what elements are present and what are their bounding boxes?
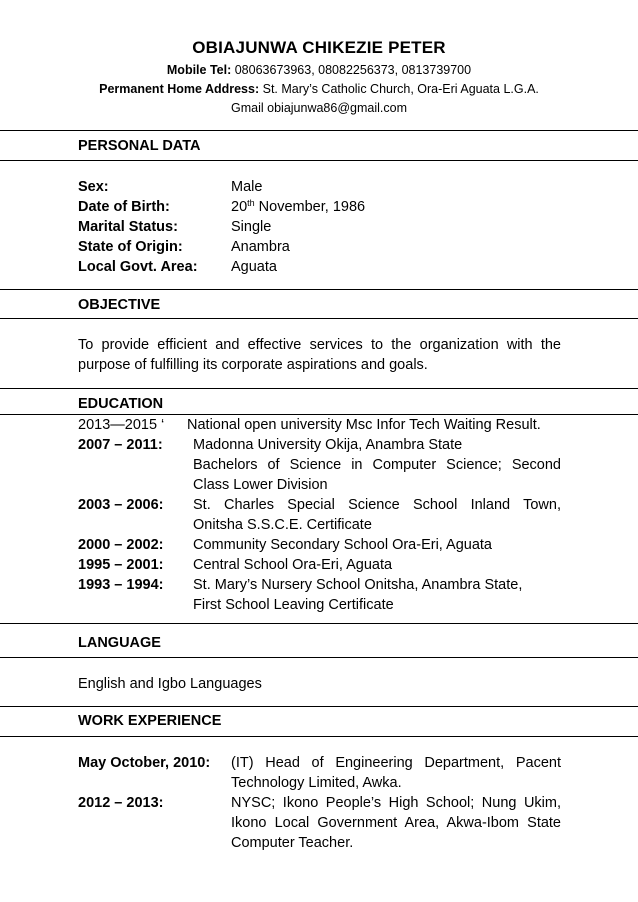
personal-label: State of Origin: [78, 239, 183, 255]
mobile-label: Mobile Tel: [166, 63, 232, 77]
personal-value: 20th November, 1986 [231, 198, 366, 215]
education-years: 2007 – 2011: [78, 437, 163, 453]
address-line [0, 82, 638, 96]
mobile-line [0, 63, 638, 77]
education-desc: Bachelors of Science in Computer Science; Second [193, 457, 561, 473]
education-desc: Central School Ora-Eri, Aguata [193, 557, 393, 573]
work-years: 2012 – 2013: [78, 795, 164, 811]
personal-value: Aguata [231, 259, 277, 275]
work-desc: NYSC; Ikono People’s High School; Nung Ukim, [231, 795, 561, 811]
education-years: 2013—2015 ‘ [78, 417, 165, 433]
objective-line: To provide efficient and effective services to the organization with the [78, 337, 561, 353]
email-line [0, 101, 638, 115]
personal-value: Single [231, 219, 272, 235]
personal-label: Date of Birth: [78, 199, 170, 215]
divider [0, 657, 638, 658]
divider [0, 160, 638, 161]
divider [0, 289, 638, 290]
divider [0, 623, 638, 624]
education-desc: St. Charles Special Science School Inland Town, [193, 497, 561, 513]
education-desc: St. Mary’s Nursery School Onitsha, Anambra State, [193, 577, 523, 593]
section-title-personal: PERSONAL DATA [78, 138, 201, 154]
section-title-objective: OBJECTIVE [78, 297, 161, 313]
divider [0, 130, 638, 131]
divider [0, 706, 638, 707]
objective-line: purpose of fulfilling its corporate aspirations and goals. [78, 357, 428, 373]
personal-label: Local Govt. Area: [78, 259, 198, 275]
email-value: obiajunwa86@gmail.com [267, 101, 407, 115]
education-years: 2003 – 2006: [78, 497, 164, 513]
work-desc: Computer Teacher. [231, 835, 354, 851]
address-value: St. Mary’s Catholic Church, Ora-Eri Aguata L.G.A. [262, 82, 539, 96]
personal-value: Male [231, 179, 263, 195]
education-years: 2000 – 2002: [78, 537, 164, 553]
section-title-work: WORK EXPERIENCE [78, 713, 222, 729]
education-years: 1993 – 1994: [78, 577, 164, 593]
work-desc: (IT) Head of Engineering Department, Pacent [231, 755, 561, 771]
language-text: English and Igbo Languages [78, 676, 262, 692]
education-years: 1995 – 2001: [78, 557, 164, 573]
education-desc: Onitsha S.S.C.E. Certificate [193, 517, 372, 533]
personal-label: Sex: [78, 179, 109, 195]
divider [0, 736, 638, 737]
address-label: Permanent Home Address: [99, 82, 260, 96]
divider [0, 318, 638, 319]
education-desc: Madonna University Okija, Anambra State [193, 437, 463, 453]
divider [0, 388, 638, 389]
work-desc: Ikono Local Government Area, Akwa-Ibom State [231, 815, 561, 831]
education-desc: Community Secondary School Ora-Eri, Aguata [193, 537, 492, 553]
mobile-value: 08063673963, 08082256373, 0813739700 [234, 63, 472, 77]
work-desc: Technology Limited, Awka. [231, 775, 402, 791]
section-title-education: EDUCATION [78, 396, 164, 412]
personal-value: Anambra [231, 239, 290, 255]
section-title-language: LANGUAGE [78, 635, 161, 651]
personal-label: Marital Status: [78, 219, 178, 235]
education-desc: First School Leaving Certificate [193, 597, 394, 613]
candidate-name: OBIAJUNWA CHIKEZIE PETER [192, 38, 446, 57]
education-desc: National open university Msc Infor Tech Waiting Result. [187, 417, 541, 433]
email-label: Gmail [231, 101, 264, 115]
work-years: May October, 2010: [78, 755, 211, 771]
education-desc: Class Lower Division [193, 477, 328, 493]
